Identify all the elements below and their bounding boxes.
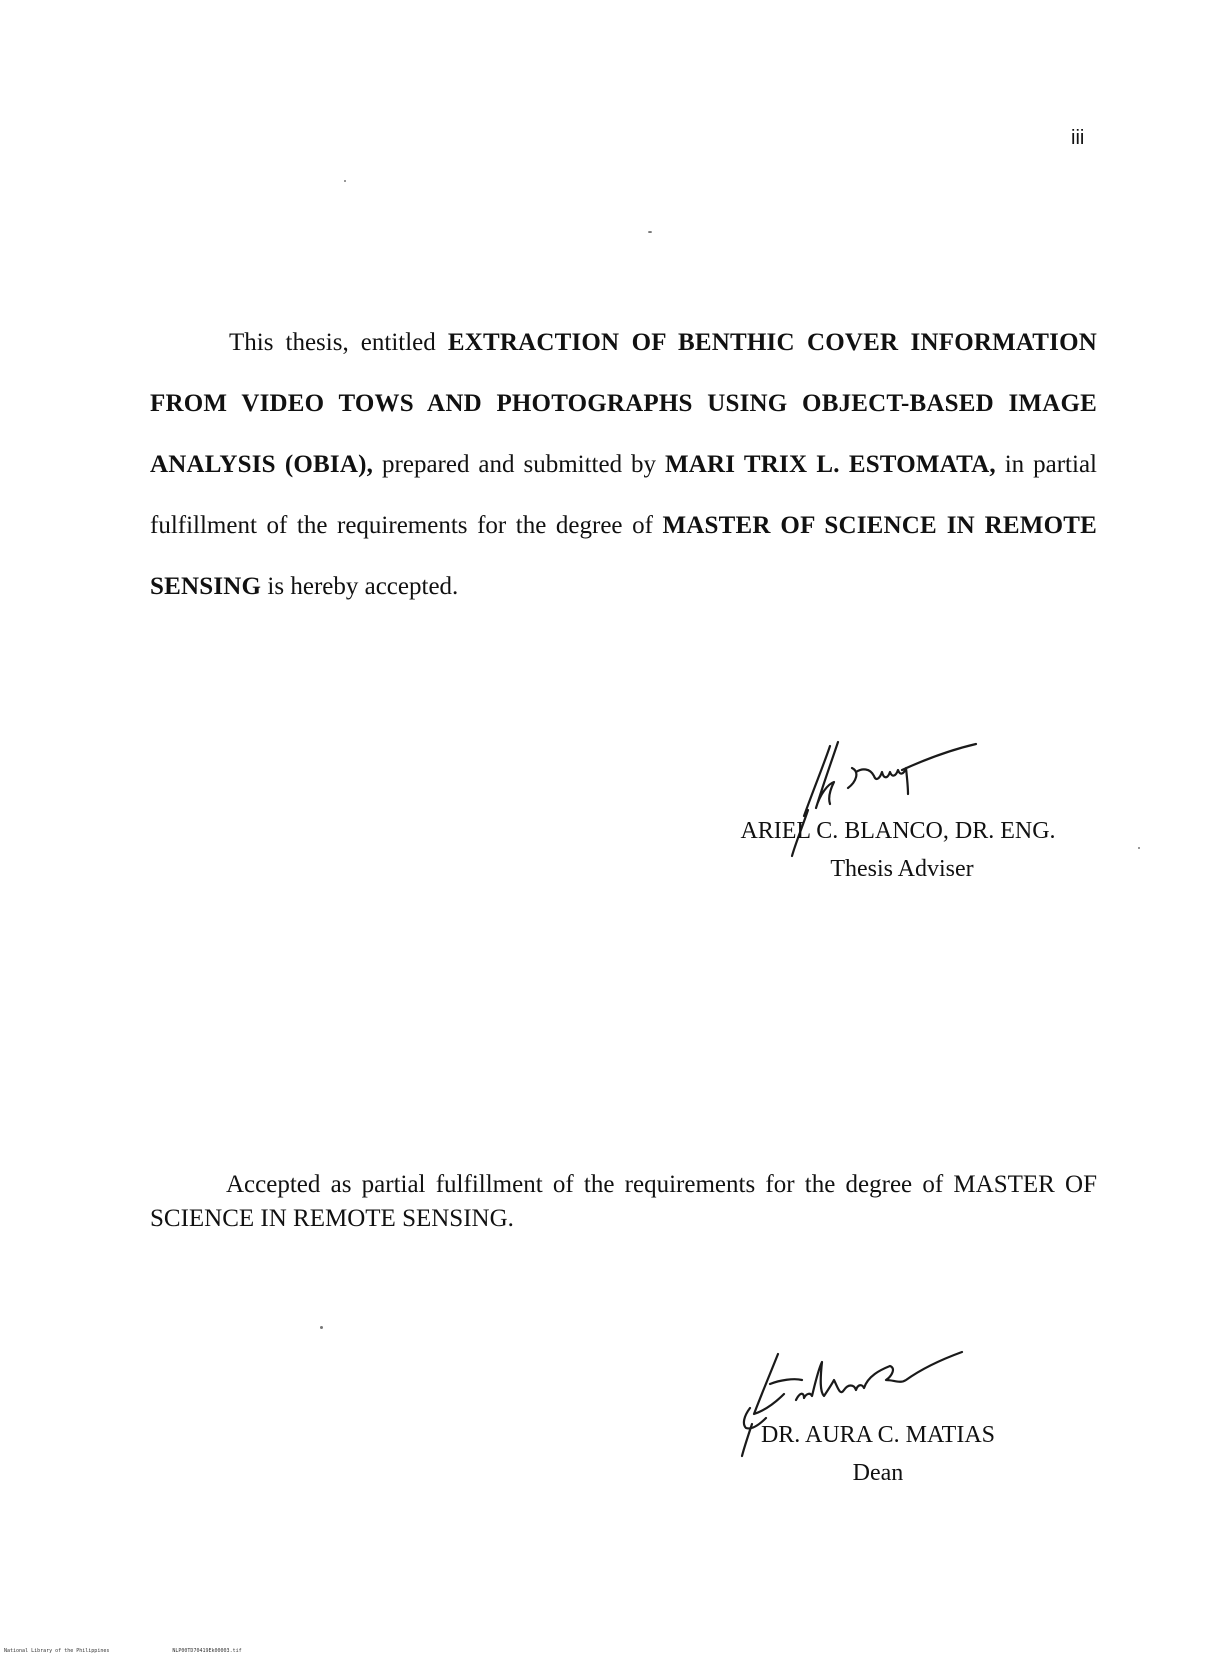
scan-footer xyxy=(4,1648,242,1654)
scan-speck xyxy=(648,231,652,233)
page-number: iii xyxy=(1071,127,1085,149)
dean-name: DR. AURA C. MATIAS xyxy=(760,1422,996,1448)
approval-prepared: prepared and submitted by xyxy=(373,451,665,478)
scan-speck xyxy=(1138,847,1140,849)
approval-intro: This thesis, entitled xyxy=(229,329,448,356)
adviser-signature-block xyxy=(738,812,1058,888)
degree-name: MASTER OF SCIENCE IN REMOTE SENSING xyxy=(150,512,1097,600)
scan-speck xyxy=(344,180,346,182)
footer-library: National Library of the Philippines xyxy=(4,1648,110,1654)
scan-speck xyxy=(320,1326,323,1329)
dean-role: Dean xyxy=(852,1460,904,1486)
approval-closing: is hereby accepted. xyxy=(261,573,459,600)
approval-paragraph xyxy=(150,312,1097,617)
approval-fulfillment: in partial fulfillment of the requirements for the degree of xyxy=(150,451,1097,539)
adviser-role: Thesis Adviser xyxy=(830,856,974,882)
thesis-title: EXTRACTION OF BENTHIC COVER INFORMATION FROM VIDEO TOWS AND PHOTOGRAPHS USING OBJECT-BASED IMAGE ANALYSIS (OBIA), xyxy=(150,329,1097,478)
acceptance-paragraph xyxy=(150,1168,1097,1236)
author-name: MARI TRIX L. ESTOMATA, xyxy=(664,451,996,478)
acceptance-text: Accepted as partial fulfillment of the requirements for the degree of MASTER OF SCIENCE IN REMOTE SENSING. xyxy=(150,1171,1097,1232)
adviser-name: ARIEL C. BLANCO, DR. ENG. xyxy=(740,818,1056,844)
dean-signature-block xyxy=(758,1416,998,1492)
footer-file: NLP00TD70419Ek00003.tif xyxy=(172,1648,242,1654)
